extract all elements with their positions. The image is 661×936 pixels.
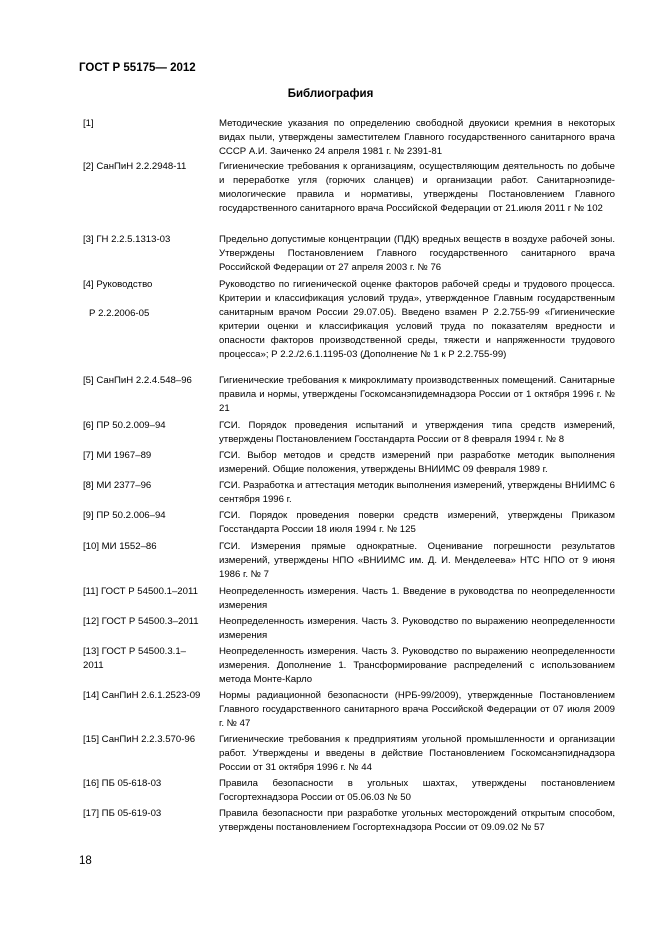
entry-ref-secondary: Р 2.2.2006-05 [89,308,150,319]
entry-text: Нормы радиационной безопасности (НРБ-99/2009), утвержденные Постановлением Главного государственного санитарного врача Российской Федерации от 07 июля 2009 г. № 47 [219,690,615,729]
entry-text: Руководство по гигиенической оценке факторов рабочей среды и трудового процесса. Критерии и классификация условий труда», утвержденное Главным государственным санитарным врачом России 29.07.05). Введено взамен Р 2.2.755-99 «Гигиенические критерии оценки и классификация условий труда по показателям вредности и опасности факторов производственной среды, тяжести и напряженности трудового процесса»; Р 2.2./2.6.1.1195-03 (Дополнение № 1 к Р 2.2.755-99) [219,279,615,360]
entry-text: ГСИ. Порядок проведения испытаний и утверждения типа средств измерений, утверждены Постановлением Госстандарта России от 8 февраля 1994 г. № 8 [219,420,615,445]
entry-ref: [7] МИ 1967–89 [83,450,152,461]
entry-ref: [4] Руководство [83,279,153,290]
entry-text: ГСИ. Разработка и аттестация методик выполнения измерений, утверждены ВНИИМС 6 сентября 1996 г. [219,480,615,505]
document-header: ГОСТ Р 55175— 2012 [79,62,196,74]
entry-text: ГСИ. Измерения прямые однократные. Оценивание погрешности результатов измерений, утверждены НПО «ВНИИМС им. Д. И. Менделеева» НТС НПО от 9 июня 1986 г. № 7 [219,541,615,580]
entry-ref: [2] СанПиН 2.2.2948-11 [83,161,187,172]
entry-text: Предельно допустимые концентрации (ПДК) вредных веществ в воздухе рабочей зоны. Утверждены Постановлением Главного государственного санитарного врача Российской Федерации от 27 апреля 2003 г. № 76 [219,234,615,273]
entry-ref: [12] ГОСТ Р 54500.3–2011 [83,616,199,627]
entry-ref: [3] ГН 2.2.5.1313-03 [83,234,171,245]
entry-ref: [5] СанПиН 2.2.4.548–96 [83,375,192,386]
entry-ref: [1] [83,118,94,129]
entry-text: Неопределенность измерения. Часть 1. Введение в руководства по неопределенности измерения [219,586,615,611]
page-title: Библиография [287,88,374,100]
entry-ref: [17] ПБ 05-619-03 [83,808,162,819]
entry-text: Методические указания по определению свободной двуокиси кремния в некоторых видах пыли, утверждены заместителем Главного государственного санитарного врача СССР А.И. Заиченко 24 апреля 1981 г. № 2391-81 [219,118,615,157]
entry-ref: [9] ПР 50.2.006–94 [83,510,166,521]
entry-text: Гигиенические требования к предприятиям угольной промышленности и организации работ. Утверждены и введены в действие Постановлением Госкомсанэпиднадзора России от 31 октября 1996 г. № 44 [219,734,615,773]
entry-ref: [10] МИ 1552–86 [83,541,157,552]
entry-text: Неопределенность измерения. Часть 3. Руководство по выражению неопределенности измерения. Дополнение 1. Трансформирование распределений с использованием метода Монте-Карло [219,646,615,685]
entry-ref: [15] СанПиН 2.2.3.570-96 [83,734,196,745]
entry-ref: [11] ГОСТ Р 54500.1–2011 [83,586,198,597]
entry-text: ГСИ. Порядок проведения поверки средств измерений, утверждены Приказом Госстандарта России 18 июля 1994 г. № 125 [219,510,615,535]
entry-text: Правила безопасности при разработке угольных месторождений открытым способом, утверждены постановлением Госгортехнадзора России от 09.09.02 № 57 [219,808,615,833]
entry-text: Неопределенность измерения. Часть 3. Руководство по выражению неопределенности измерения [219,616,615,641]
entry-ref: [6] ПР 50.2.009–94 [83,420,166,431]
page-number: 18 [79,855,92,867]
entry-text: ГСИ. Выбор методов и средств измерений при разработке методик выполнения измерений. Общие положения, утверждены ВНИИМС 09 февраля 1989 г. [219,450,615,475]
entry-text: Правила безопасности в угольных шахтах, утверждены постановлением Госгортехнадзора России от 05.06.03 № 50 [219,778,615,803]
entry-ref: [13] ГОСТ Р 54500.3.1– 2011 [83,646,187,671]
entry-ref: [14] СанПиН 2.6.1.2523-09 [83,690,201,701]
entry-ref: [16] ПБ 05-618-03 [83,778,162,789]
entry-text: Гигиенические требования к микроклимату производственных помещений. Санитарные правила и нормы, утверждены Госкомсанэпидемнадзора России от 1 октября 1996 г. № 21 [219,375,615,414]
entry-ref: [8] МИ 2377–96 [83,480,152,491]
entry-text: Гигиенические требования к организациям, осуществляющим деятельность по добыче и переработке угля (горючих сланцев) и организации работ. Санитарноэпиде-миологические правила и нормативы, утверждены Постановлением Главного государственного санитарного врача Российской Федерации от 21.июля 2011 г № 102 [219,161,615,214]
